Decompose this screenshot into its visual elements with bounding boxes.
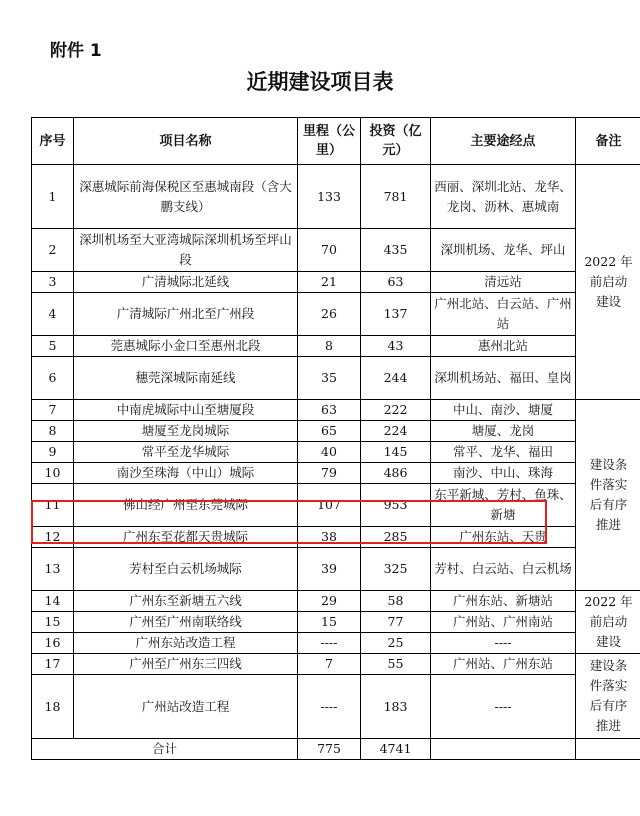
row-route: 深圳机场、龙华、坪山 [431, 229, 576, 272]
table-row [32, 421, 640, 442]
row-name: 广州东至花都天贵城际 [74, 527, 298, 548]
row-name: 广清城际北延线 [74, 272, 298, 293]
row-mileage: 29 [298, 591, 361, 612]
row-name: 广清城际广州北至广州段 [74, 293, 298, 336]
row-investment: 58 [361, 591, 431, 612]
table-row [32, 272, 640, 293]
row-route: 深圳机场站、福田、皇岗 [431, 357, 576, 400]
total-label: 合计 [32, 739, 298, 760]
row-route: 广州东站、新塘站 [431, 591, 576, 612]
row-name: 塘厦至龙岗城际 [74, 421, 298, 442]
row-investment: 953 [361, 484, 431, 527]
table-row [32, 442, 640, 463]
table-row [32, 165, 640, 229]
row-mileage: 40 [298, 442, 361, 463]
row-name: 深圳机场至大亚湾城际深圳机场至坪山段 [74, 229, 298, 272]
table-row [32, 675, 640, 739]
header-name: 项目名称 [74, 118, 298, 165]
row-mileage: ---- [298, 675, 361, 739]
row-seq: 17 [32, 654, 74, 675]
row-route: ---- [431, 675, 576, 739]
header-mileage: 里程（公里） [298, 118, 361, 165]
row-mileage: 8 [298, 336, 361, 357]
row-route: 广州东站、天贵 [431, 527, 576, 548]
table-row [32, 591, 640, 612]
table-row [32, 336, 640, 357]
row-mileage: 39 [298, 548, 361, 591]
row-investment: 63 [361, 272, 431, 293]
row-mileage: 107 [298, 484, 361, 527]
row-investment: 435 [361, 229, 431, 272]
row-mileage: 15 [298, 612, 361, 633]
row-route: 清远站 [431, 272, 576, 293]
project-table [31, 117, 640, 760]
row-investment: 224 [361, 421, 431, 442]
table-row [32, 463, 640, 484]
row-route: 塘厦、龙岗 [431, 421, 576, 442]
total-row [32, 739, 640, 760]
row-investment: 285 [361, 527, 431, 548]
header-remark: 备注 [576, 118, 640, 165]
row-route: 常平、龙华、福田 [431, 442, 576, 463]
table-row [32, 548, 640, 591]
row-name: 南沙至珠海（中山）城际 [74, 463, 298, 484]
table-row [32, 612, 640, 633]
table-row [32, 654, 640, 675]
row-investment: 183 [361, 675, 431, 739]
remark-group-b: 建设条件落实后有序推进 [576, 400, 640, 591]
row-investment: 137 [361, 293, 431, 336]
total-mileage: 775 [298, 739, 361, 760]
row-mileage: 35 [298, 357, 361, 400]
table-row [32, 633, 640, 654]
row-mileage: 70 [298, 229, 361, 272]
table-row [32, 293, 640, 336]
row-investment: 43 [361, 336, 431, 357]
row-investment: 244 [361, 357, 431, 400]
row-seq: 5 [32, 336, 74, 357]
row-seq: 18 [32, 675, 74, 739]
row-mileage: 26 [298, 293, 361, 336]
table-row [32, 357, 640, 400]
row-seq: 12 [32, 527, 74, 548]
row-name: 佛山经广州至东莞城际 [74, 484, 298, 527]
row-mileage: 65 [298, 421, 361, 442]
row-name: 中南虎城际中山至塘厦段 [74, 400, 298, 421]
row-mileage: 7 [298, 654, 361, 675]
row-investment: 781 [361, 165, 431, 229]
row-investment: 25 [361, 633, 431, 654]
row-mileage: 63 [298, 400, 361, 421]
row-seq: 7 [32, 400, 74, 421]
row-name: 广州东至新塘五六线 [74, 591, 298, 612]
total-investment: 4741 [361, 739, 431, 760]
row-name: 广州至广州南联络线 [74, 612, 298, 633]
row-seq: 16 [32, 633, 74, 654]
row-seq: 13 [32, 548, 74, 591]
remark-group-c: 2022 年前启动建设 [576, 591, 640, 654]
row-mileage: 38 [298, 527, 361, 548]
row-seq: 9 [32, 442, 74, 463]
table-row [32, 400, 640, 421]
header-route: 主要途经点 [431, 118, 576, 165]
remark-group-a: 2022 年前启动建设 [576, 165, 640, 400]
row-route: 惠州北站 [431, 336, 576, 357]
row-seq: 15 [32, 612, 74, 633]
row-route: 南沙、中山、珠海 [431, 463, 576, 484]
row-name: 穗莞深城际南延线 [74, 357, 298, 400]
total-route [431, 739, 576, 760]
row-name: 广州东站改造工程 [74, 633, 298, 654]
total-remark [576, 739, 640, 760]
row-name: 常平至龙华城际 [74, 442, 298, 463]
row-investment: 55 [361, 654, 431, 675]
row-mileage: 133 [298, 165, 361, 229]
row-route: 广州站、广州东站 [431, 654, 576, 675]
row-mileage: 79 [298, 463, 361, 484]
row-seq: 8 [32, 421, 74, 442]
row-seq: 1 [32, 165, 74, 229]
row-route: ---- [431, 633, 576, 654]
row-route: 芳村、白云站、白云机场 [431, 548, 576, 591]
row-investment: 325 [361, 548, 431, 591]
row-name: 芳村至白云机场城际 [74, 548, 298, 591]
row-name: 广州站改造工程 [74, 675, 298, 739]
row-mileage: ---- [298, 633, 361, 654]
attachment-label: 附件 1 [50, 41, 102, 61]
row-seq: 11 [32, 484, 74, 527]
page-title: 近期建设项目表 [246, 70, 394, 94]
table-row [32, 527, 640, 548]
row-seq: 6 [32, 357, 74, 400]
header-investment: 投资（亿元） [361, 118, 431, 165]
row-route: 广州站、广州南站 [431, 612, 576, 633]
row-seq: 4 [32, 293, 74, 336]
table-row-highlighted [32, 484, 640, 527]
row-route: 中山、南沙、塘厦 [431, 400, 576, 421]
row-name: 深惠城际前海保税区至惠城南段（含大鹏支线） [74, 165, 298, 229]
row-mileage: 21 [298, 272, 361, 293]
row-name: 广州至广州东三四线 [74, 654, 298, 675]
row-investment: 145 [361, 442, 431, 463]
row-seq: 10 [32, 463, 74, 484]
table-header-row [32, 118, 640, 165]
table-row [32, 229, 640, 272]
row-investment: 222 [361, 400, 431, 421]
header-seq: 序号 [32, 118, 74, 165]
row-seq: 3 [32, 272, 74, 293]
row-investment: 77 [361, 612, 431, 633]
row-investment: 486 [361, 463, 431, 484]
row-route: 广州北站、白云站、广州站 [431, 293, 576, 336]
row-route: 西丽、深圳北站、龙华、龙岗、沥林、惠城南 [431, 165, 576, 229]
row-seq: 14 [32, 591, 74, 612]
row-route: 东平新城、芳村、鱼珠、新塘 [431, 484, 576, 527]
remark-group-d: 建设条件落实后有序推进 [576, 654, 640, 739]
row-seq: 2 [32, 229, 74, 272]
row-name: 莞惠城际小金口至惠州北段 [74, 336, 298, 357]
